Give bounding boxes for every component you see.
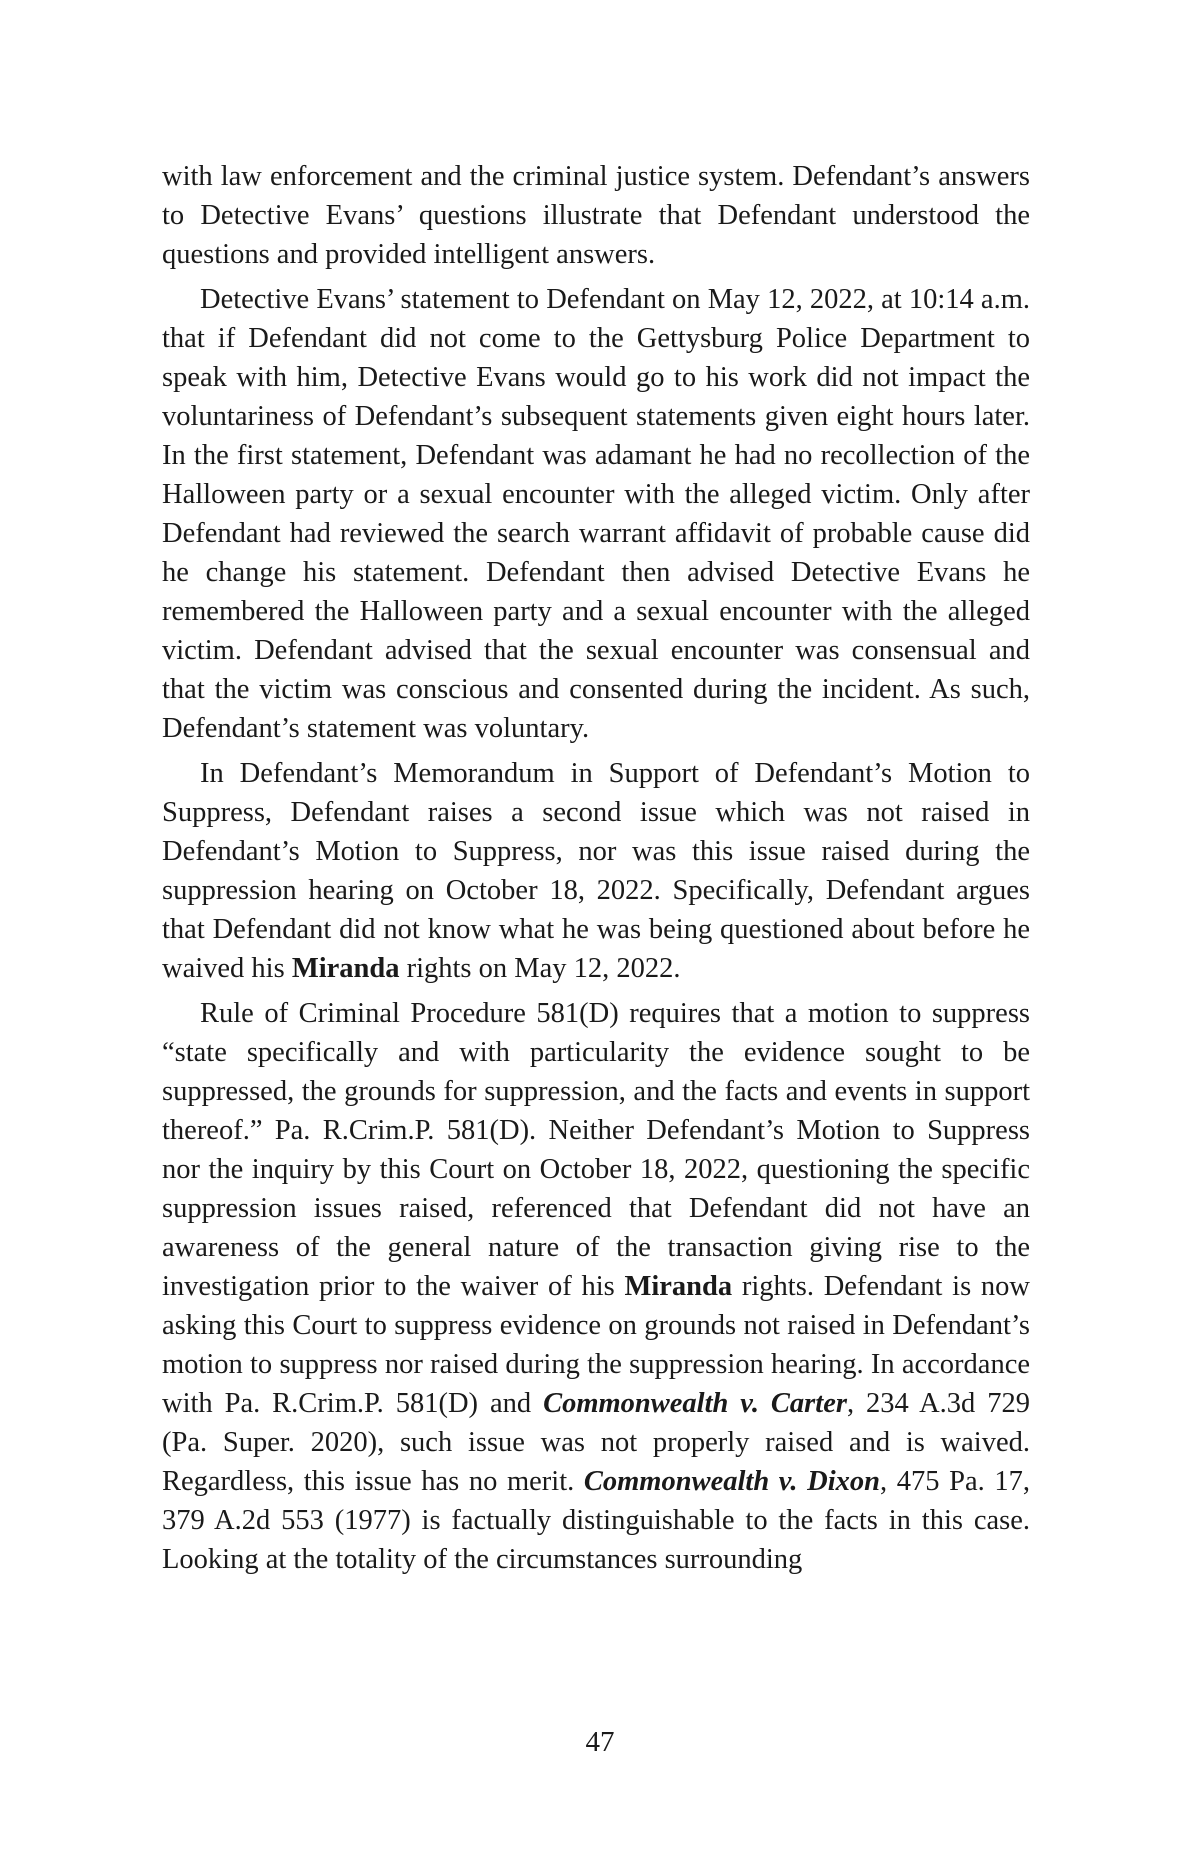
paragraph-text: , 234 A.3d 729 (Pa. Super. 2020), such issue was not properly raised and is waived. Regardless, this issue has no merit. xyxy=(162,1388,1030,1497)
paragraph-text: rights. Defendant is now asking this Court to suppress evidence on grounds not raised in Defendant’s motion to suppress nor raised during the suppression hearing. In accordance with Pa. R.Crim.P. 581(D) and xyxy=(162,1271,1030,1419)
paragraph-1 xyxy=(162,157,1030,274)
case-term-miranda: Miranda xyxy=(291,953,400,984)
paragraph-3 xyxy=(162,754,1030,988)
case-citation-carter: Commonwealth v. Carter xyxy=(543,1388,847,1419)
paragraph-2 xyxy=(162,280,1030,748)
case-citation-dixon: Commonwealth v. Dixon xyxy=(583,1466,880,1497)
paragraph-text: , 475 Pa. 17, 379 A.2d 553 (1977) is factually distinguishable to the facts in this case. Looking at the totality of the circumstances surrounding xyxy=(162,1466,1031,1575)
body-text xyxy=(162,157,1030,1585)
paragraph-text: Rule of Criminal Procedure 581(D) requires that a motion to suppress “state specifically and with particularity the evidence sought to be suppressed, the grounds for suppression, and the facts and events in support thereof.” Pa. R.Crim.P. 581(D). Neither Defendant’s Motion to Suppress nor the inquiry by this Court on October 18, 2022, questioning the specific suppression issues raised, referenced that Defendant did not have an awareness of the general nature of the transaction giving rise to the investigation prior to the waiver of his xyxy=(162,998,1030,1302)
paragraph-text: Detective Evans’ statement to Defendant on May 12, 2022, at 10:14 a.m. that if Defendant did not come to the Gettysburg Police Department to speak with him, Detective Evans would go to his work did not impact the voluntariness of Defendant’s subsequent statements given eight hours later. In the first statement, Defendant was adamant he had no recollection of the Halloween party or a sexual encounter with the alleged victim. Only after Defendant had reviewed the search warrant affidavit of probable cause did he change his statement. Defendant then advised Detective Evans he remembered the Halloween party and a sexual encounter with the alleged victim. Defendant advised that the sexual encounter was consensual and that the victim was conscious and consented during the incident. As such, Defendant’s statement was voluntary. xyxy=(162,284,1030,744)
paragraph-text: rights on May 12, 2022. xyxy=(399,953,681,984)
paragraph-4 xyxy=(162,994,1030,1579)
page-number: 47 xyxy=(585,1726,615,1758)
paragraph-text: with law enforcement and the criminal justice system. Defendant’s answers to Detective Evans’ questions illustrate that Defendant understood the questions and provided intelligent answers. xyxy=(162,161,1030,270)
case-term-miranda: Miranda xyxy=(624,1271,733,1302)
paragraph-text: In Defendant’s Memorandum in Support of Defendant’s Motion to Suppress, Defendant raises a second issue which was not raised in Defendant’s Motion to Suppress, nor was this issue raised during the suppression hearing on October 18, 2022. Specifically, Defendant argues that Defendant did not know what he was being questioned about before he waived his xyxy=(162,758,1030,984)
